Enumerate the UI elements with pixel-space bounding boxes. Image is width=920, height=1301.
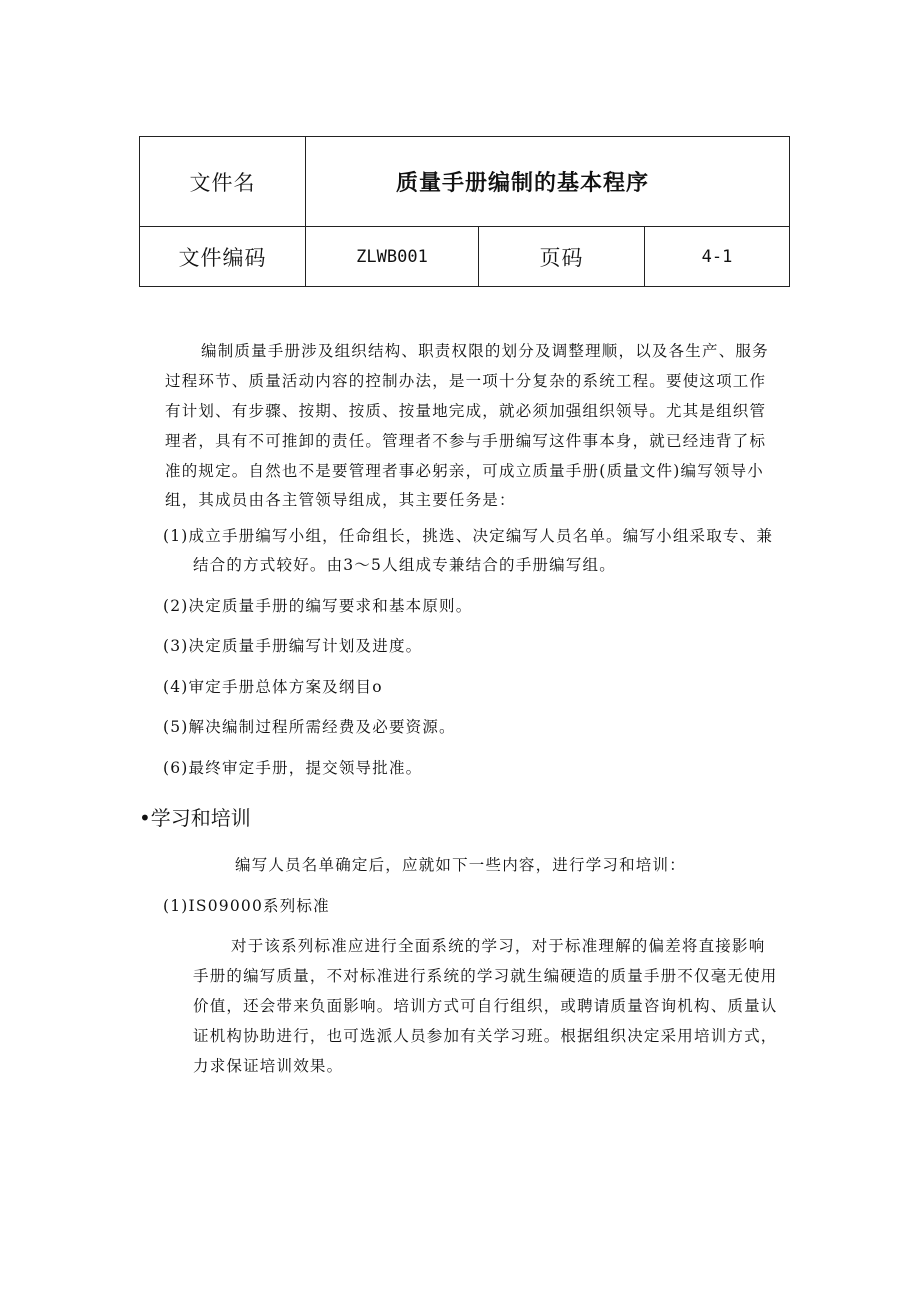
task-item-1: (1)成立手册编写小组，任命组长，挑选、决定编写人员名单。编写小组采取专、兼	[163, 527, 774, 545]
document-title: 质量手册编制的基本程序	[306, 137, 790, 227]
subsection-line: 证机构协助进行，也可选派人员参加有关学习班。根据组织决定采用培训方式，	[193, 1027, 778, 1045]
file-code-value: ZLWB001	[306, 227, 479, 287]
task-item-4: (4)审定手册总体方案及纲目o	[163, 678, 383, 696]
subsection-line: 手册的编写质量，不对标准进行系统的学习就生编硬造的质量手册不仅毫无使用	[193, 967, 778, 985]
subsection-title: (1)IS09000系列标准	[163, 897, 330, 915]
subsection-line: 对于该系列标准应进行全面系统的学习，对于标准理解的偏差将直接影响	[231, 937, 766, 955]
file-code-label: 文件编码	[140, 227, 306, 287]
header-row-title	[140, 137, 790, 227]
page-label: 页码	[479, 227, 645, 287]
task-item-5: (5)解决编制过程所需经费及必要资源。	[163, 718, 456, 736]
intro-line: 准的规定。自然也不是要管理者事必躬亲，可成立质量手册(质量文件)编写领导小	[165, 462, 764, 480]
task-item-1-continued: 结合的方式较好。由3～5人组成专兼结合的手册编写组。	[193, 556, 616, 574]
subsection-line: 价值，还会带来负面影响。培训方式可自行组织，或聘请质量咨询机构、质量认	[193, 997, 778, 1015]
intro-line: 有计划、有步骤、按期、按质、按量地完成，就必须加强组织领导。尤其是组织管	[165, 402, 767, 420]
intro-line: 过程环节、质量活动内容的控制办法，是一项十分复杂的系统工程。要使这项工作	[165, 372, 767, 390]
section-heading: •学习和培训	[139, 806, 251, 830]
section-lead: 编写人员名单确定后，应就如下一些内容，进行学习和培训：	[235, 856, 686, 874]
intro-line: 编制质量手册涉及组织结构、职责权限的划分及调整理顺，以及各生产、服务	[201, 342, 769, 360]
document-header-table	[139, 136, 790, 287]
subsection-line: 力求保证培训效果。	[193, 1057, 344, 1075]
task-item-2: (2)决定质量手册的编写要求和基本原则。	[163, 597, 473, 615]
task-item-6: (6)最终审定手册，提交领导批准。	[163, 759, 423, 777]
file-name-label: 文件名	[140, 137, 306, 227]
intro-line: 理者，具有不可推卸的责任。管理者不参与手册编写这件事本身，就已经违背了标	[165, 432, 767, 450]
task-item-3: (3)决定质量手册编写计划及进度。	[163, 637, 423, 655]
page-number-value: 4-1	[645, 227, 790, 287]
intro-line: 组，其成员由各主管领导组成，其主要任务是：	[165, 491, 516, 509]
header-row-meta	[140, 227, 790, 287]
